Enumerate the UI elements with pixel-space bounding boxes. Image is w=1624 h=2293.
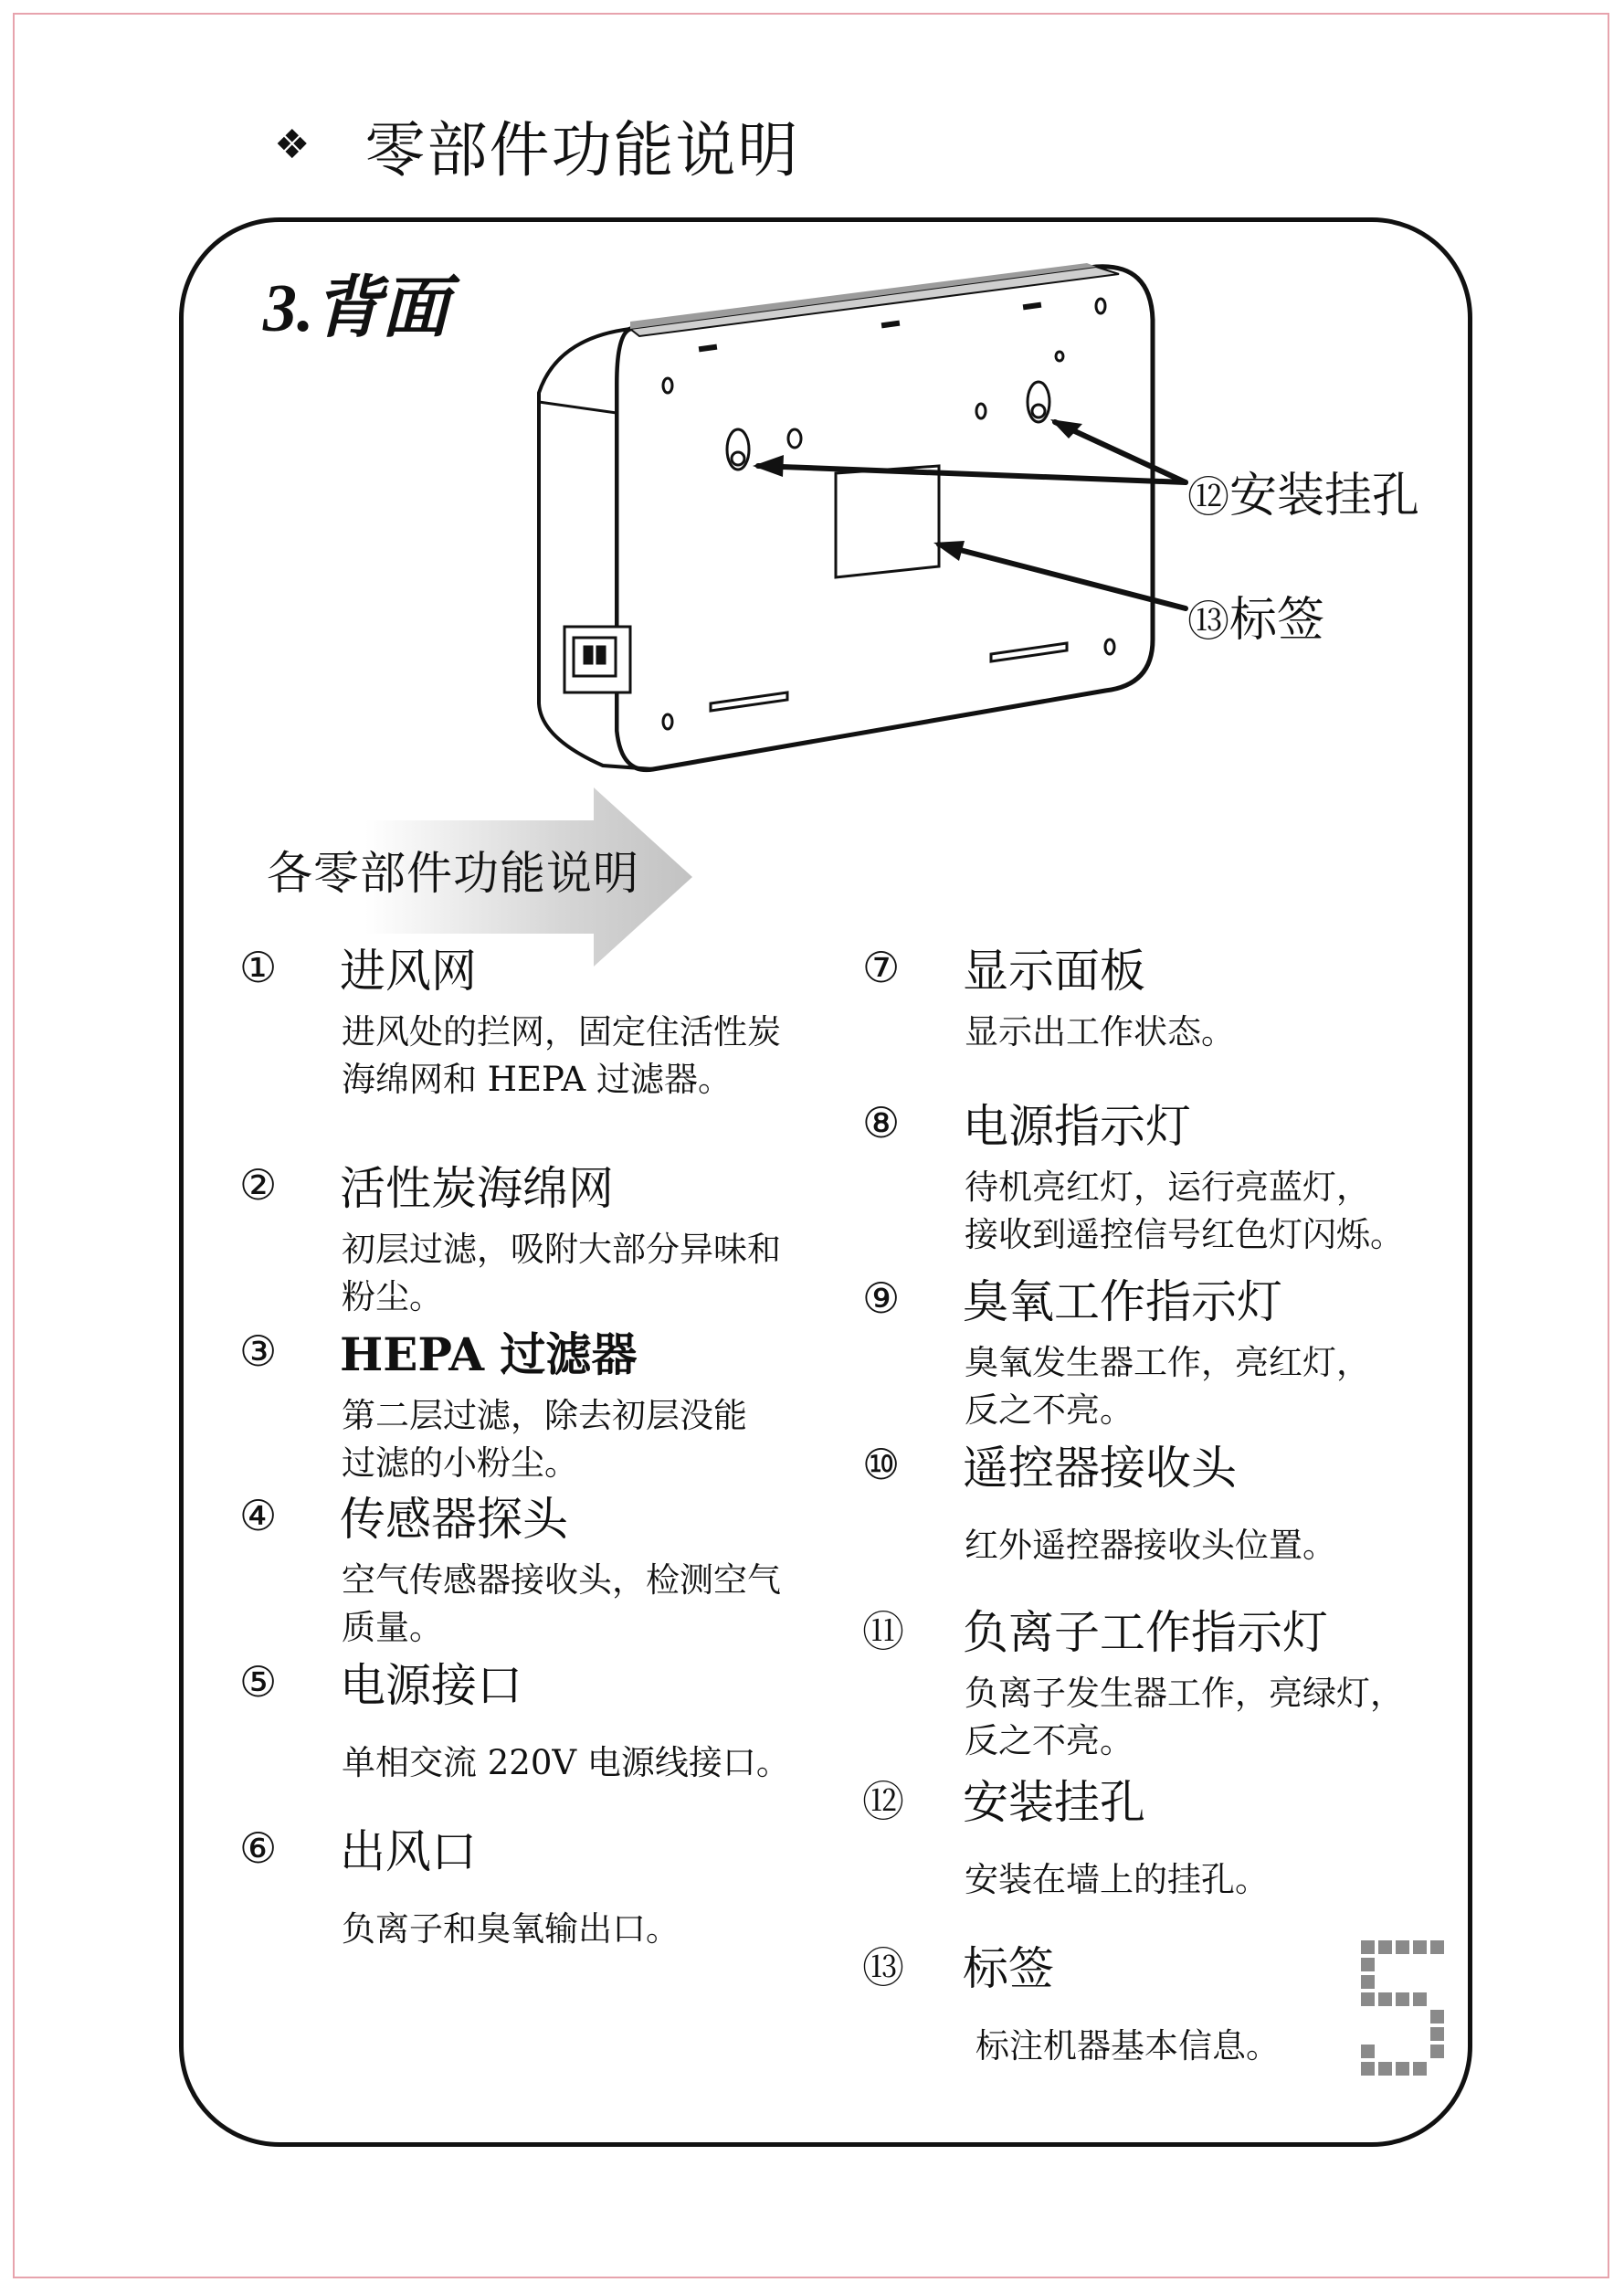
item-number: ⑧ (862, 1098, 901, 1147)
page-number-dot (1430, 2045, 1444, 2058)
list-item (862, 1933, 1280, 2070)
page-number-dot (1413, 1940, 1427, 1954)
item-number: ③ (239, 1326, 278, 1376)
list-item (239, 1816, 680, 1953)
page-number-dot (1378, 1992, 1392, 2006)
page-number-dot (1378, 2062, 1392, 2076)
page-number-dot (1361, 1992, 1375, 2006)
item-label: 标签 (963, 1942, 1054, 1995)
page-number-dot (1361, 1975, 1375, 1989)
diamond-bullet-icon: ❖ (274, 121, 311, 168)
item-number: ⑦ (862, 943, 901, 992)
item-description: 显示出工作状态。 (965, 1012, 1235, 1051)
list-item (862, 1432, 1336, 1569)
list-item (862, 1597, 1404, 1765)
list-item (239, 1650, 790, 1787)
callout-num: ⑬ (1187, 597, 1229, 646)
page-title: 零部件功能说明 (364, 114, 800, 185)
item-label: 臭氧工作指示灯 (963, 1275, 1282, 1328)
page-number-dot (1361, 1940, 1375, 1954)
page-number-dot (1396, 1940, 1409, 1954)
page-number-dot (1361, 2045, 1375, 2058)
item-label: HEPA 过滤器 (340, 1327, 638, 1381)
item-description: 负离子发生器工作，亮绿灯， 反之不亮。 (965, 1674, 1404, 1760)
callout-num: ⑫ (1187, 472, 1229, 522)
device-back-illustration (0, 0, 1624, 804)
item-number: ⑩ (862, 1440, 901, 1489)
section-title: 3.背面 (263, 271, 449, 346)
page-number-dot (1430, 2010, 1444, 2024)
list-item (239, 1319, 747, 1487)
item-description: 进风处的拦网，固定住活性炭 海绵网和 HEPA 过滤器。 (342, 1012, 781, 1099)
item-description: 红外遥控器接收头位置。 (965, 1526, 1336, 1565)
item-description: 单相交流 220V 电源线接口。 (342, 1743, 790, 1782)
item-label: 进风网 (340, 945, 477, 998)
page-number-dot (1378, 1940, 1392, 1954)
item-label: 显示面板 (963, 945, 1145, 998)
list-item (239, 1484, 781, 1652)
item-description: 安装在墙上的挂孔。 (965, 1860, 1269, 1899)
item-number: ④ (239, 1491, 278, 1540)
list-item (862, 1091, 1404, 1259)
item-number: ⑪ (862, 1607, 904, 1656)
page-number-dot (1413, 1992, 1427, 2006)
item-description: 待机亮红灯，运行亮蓝灯， 接收到遥控信号红色灯闪烁。 (965, 1168, 1404, 1254)
page-number-dot (1396, 1992, 1409, 2006)
item-description: 臭氧发生器工作，亮红灯， 反之不亮。 (965, 1343, 1370, 1430)
list-item (239, 1153, 781, 1321)
page-number-dot (1361, 2062, 1375, 2076)
page-number-dot (1396, 2062, 1409, 2076)
list-item (862, 1767, 1269, 1904)
item-label: 负离子工作指示灯 (963, 1606, 1328, 1659)
page-number-dot (1413, 2062, 1427, 2076)
list-item (862, 935, 1235, 1056)
item-label: 电源接口 (340, 1659, 522, 1712)
item-number: ⑤ (239, 1657, 278, 1707)
callout-text: 标签 (1229, 593, 1325, 648)
item-label: 出风口 (340, 1825, 477, 1878)
callout-mounting-holes (1187, 457, 1419, 525)
item-number: ⑥ (239, 1823, 278, 1873)
callout-text: 安装挂孔 (1229, 469, 1420, 523)
item-number: ⑫ (862, 1777, 904, 1826)
item-label: 传感器探头 (340, 1493, 568, 1546)
item-number: ① (239, 943, 278, 992)
item-number: ⑨ (862, 1273, 901, 1323)
item-description: 空气传感器接收头，检测空气 质量。 (342, 1560, 781, 1647)
item-description: 标注机器基本信息。 (975, 2026, 1280, 2066)
item-description: 初层过滤，吸附大部分异味和 粉尘。 (342, 1230, 781, 1316)
page-number-dot (1361, 1958, 1375, 1971)
item-description: 第二层过滤，除去初层没能 过滤的小粉尘。 (342, 1396, 747, 1483)
item-description: 负离子和臭氧输出口。 (342, 1909, 680, 1949)
page-number-icon (1357, 1937, 1449, 2083)
item-label: 安装挂孔 (963, 1776, 1145, 1829)
item-number: ② (239, 1160, 278, 1210)
page-number-dot (1430, 1940, 1444, 1954)
list-item (239, 935, 781, 1104)
list-item (862, 1266, 1370, 1434)
callout-label (1187, 581, 1324, 650)
item-label: 活性炭海绵网 (340, 1162, 614, 1215)
item-label: 遥控器接收头 (963, 1442, 1237, 1495)
intro-title: 各零部件功能说明 (267, 847, 639, 900)
item-label: 电源指示灯 (963, 1100, 1191, 1153)
item-number: ⑬ (862, 1943, 904, 1992)
page-number-dot (1430, 2027, 1444, 2041)
